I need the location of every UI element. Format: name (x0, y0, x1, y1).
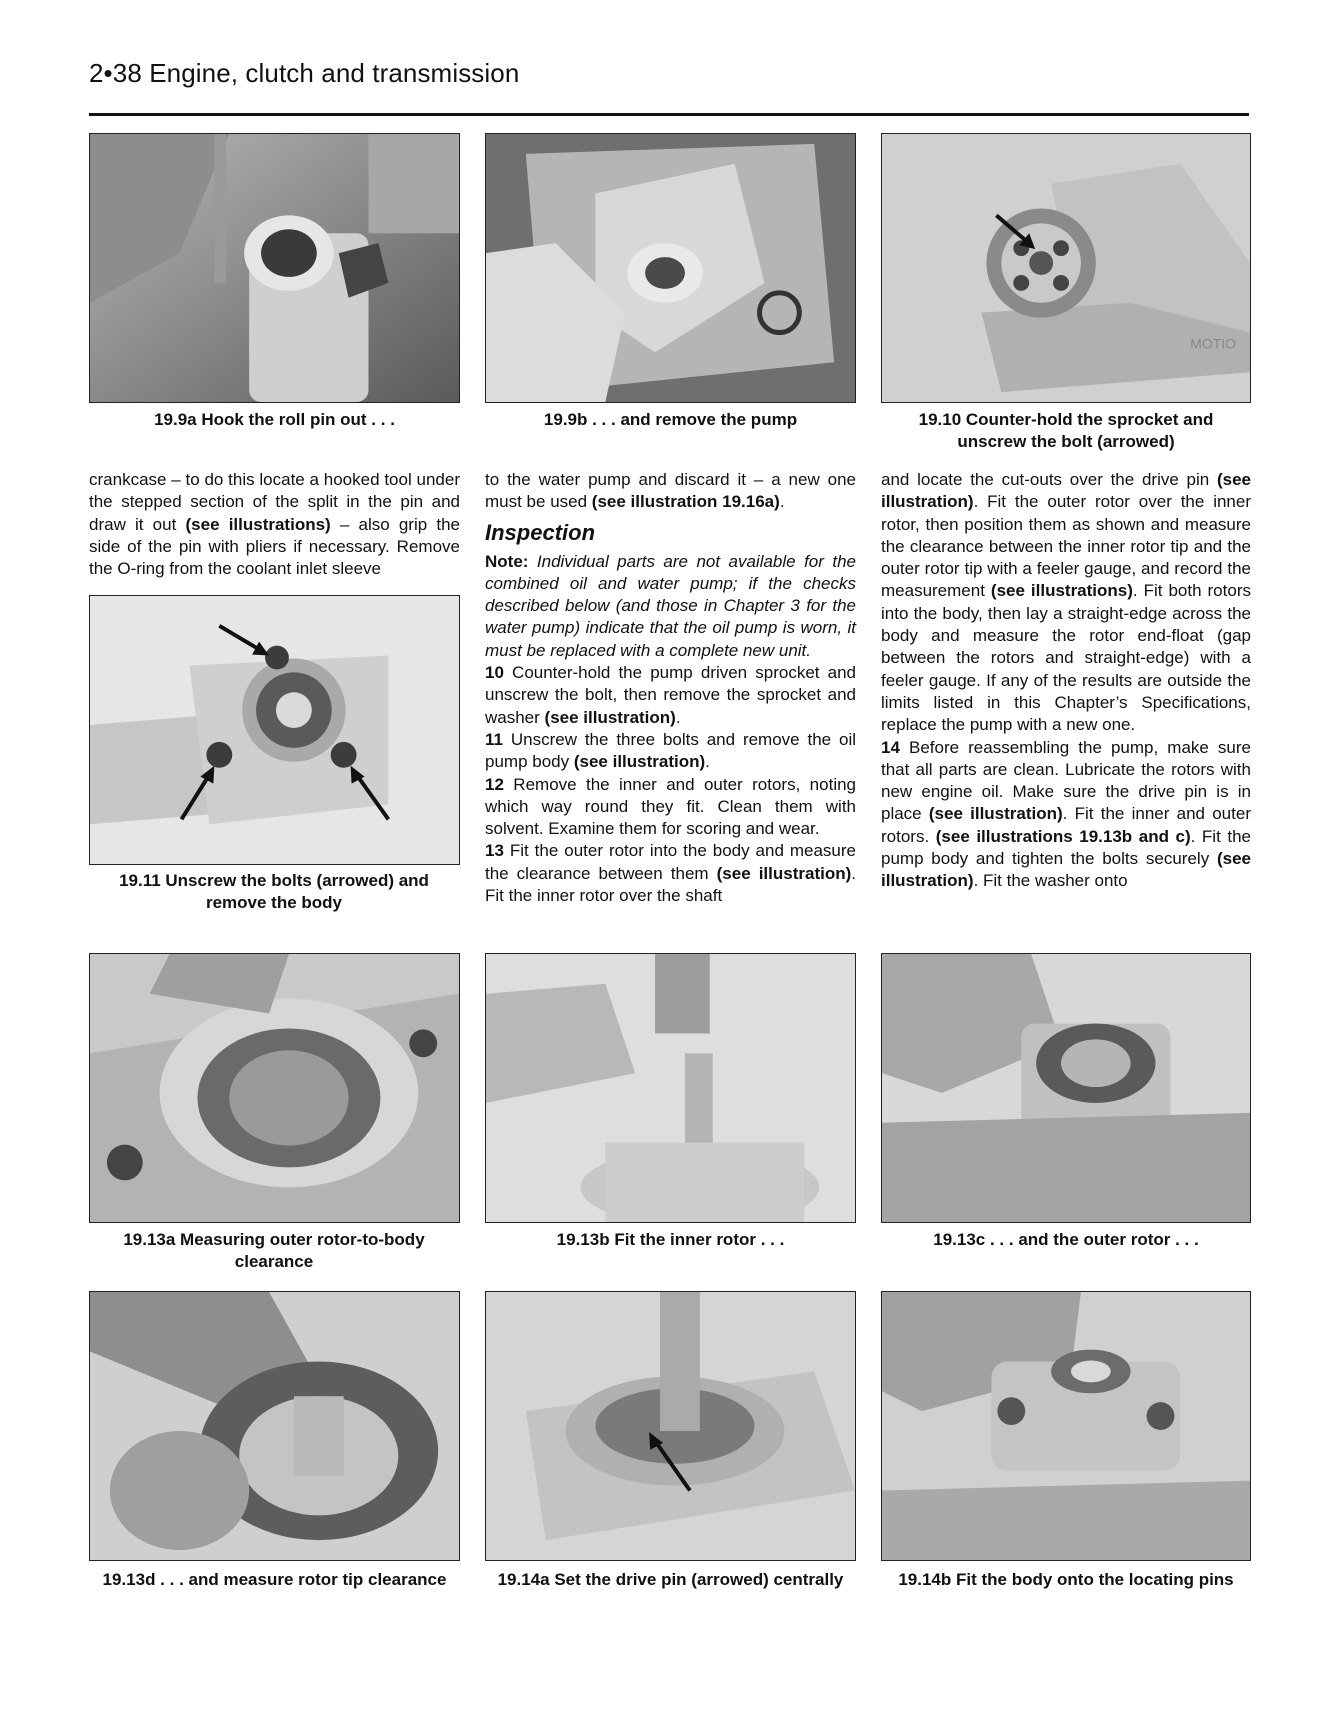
cross-reference: (see illustration 19.16a) (591, 492, 780, 512)
caption-19-10: 19.10 Counter-hold the sprocket and unscrew the bolt (arrowed) (918, 410, 1214, 451)
text-run: Counter-hold the pump driven sprocket and unscrew the bolt, then remove the sprocket and washer (485, 663, 856, 727)
text-column-1 (89, 469, 460, 580)
text-run: – also grip the side of the pin with pliers if necessary. Remove the O-ring from the coolant inlet sleeve (89, 514, 460, 579)
cross-reference: (see illustrations) (990, 581, 1133, 601)
caption-19-9b: 19.9b . . . and remove the pump (543, 410, 798, 429)
step-11 (485, 729, 856, 774)
step-14 (881, 737, 1251, 893)
text-run: . Fit the inner and outer rotors. (881, 804, 1251, 846)
photo-19-9b (485, 133, 856, 403)
photo-19-13b (485, 953, 856, 1223)
step-13 (485, 840, 856, 907)
photo-19-10 (881, 133, 1251, 403)
paragraph (881, 469, 1251, 737)
photo-19-14b (881, 1291, 1251, 1561)
cross-reference: (see illustration) (928, 804, 1063, 824)
photo-19-13c (881, 953, 1251, 1223)
cross-reference: (see illustration) (573, 752, 706, 772)
caption-19-13a: 19.13a Measuring outer rotor-to-body clearance (123, 1230, 425, 1271)
step-number: 13 (485, 841, 504, 861)
photo-19-14a (485, 1291, 856, 1561)
photo-19-13d (89, 1291, 460, 1561)
text-run: . Fit the pump body and tighten the bolts securely (881, 826, 1252, 869)
caption-19-13b: 19.13b Fit the inner rotor . . . (556, 1230, 785, 1249)
note-label: Note: (485, 551, 529, 571)
photo-19-11 (89, 595, 460, 865)
cross-reference: (see illustration) (716, 863, 852, 883)
text-run: . (675, 707, 681, 727)
step-number: 10 (485, 663, 504, 683)
text-run: . (705, 752, 710, 772)
text-run: crankcase – to do this locate a hooked tool under the stepped section of the split in the pin and draw it out (89, 470, 460, 534)
note-paragraph (485, 551, 856, 662)
step-number: 11 (485, 729, 503, 749)
page-header (89, 58, 1249, 118)
photo-19-9a (89, 133, 460, 403)
section-heading-inspection: Inspection (485, 519, 596, 545)
cross-reference: (see illustrations) (185, 514, 331, 534)
cross-reference: (see illustration) (881, 849, 1251, 891)
text-run: to the water pump and discard it – a new one must be used (485, 470, 856, 512)
page-title: 2•38 Engine, clutch and transmission (89, 58, 520, 88)
caption-19-14a: 19.14a Set the drive pin (arrowed) centrally (497, 1570, 844, 1589)
text-run: . Fit the outer rotor over the inner rotor, then position them as shown and measure the clearance between the inner rotor tip and the outer rotor tip with a feeler gauge, and record the measurement (881, 492, 1251, 601)
text-column-2 (485, 469, 856, 907)
step-number: 14 (881, 737, 900, 757)
text-run: . Fit the washer onto (973, 871, 1128, 891)
text-column-3 (881, 469, 1251, 893)
header-rule (89, 113, 1249, 116)
text-run: Fit the outer rotor into the body and measure the clearance between them (485, 841, 856, 883)
cross-reference: (see illustration) (544, 707, 676, 727)
caption-19-13c: 19.13c . . . and the outer rotor . . . (933, 1230, 1199, 1249)
motion-label: MOTIO (1190, 335, 1236, 352)
paragraph (485, 469, 856, 514)
paragraph (89, 469, 460, 580)
caption-19-14b: 19.14b Fit the body onto the locating pins (898, 1570, 1234, 1589)
cross-reference: (see illustrations 19.13b and c) (935, 826, 1191, 846)
caption-19-11: 19.11 Unscrew the bolts (arrowed) and remove the body (119, 871, 429, 912)
step-12 (485, 774, 856, 841)
text-run: . Fit the inner rotor over the shaft (485, 863, 856, 906)
photo-19-13a (89, 953, 460, 1223)
text-run: . Fit both rotors into the body, then lay a straight-edge across the body and measure the rotor end-float (gap between the rotors and straight-edge) with a feeler gauge. If any of the results are outside the limits listed in this Chapter’s Specifications, replace the pump with a new one. (881, 581, 1251, 735)
cross-reference: (see illustration) (881, 470, 1251, 512)
text-run: Remove the inner and outer rotors, noting which way round they fit. Clean them with solvent. Examine them for scoring and wear. (485, 774, 856, 839)
step-10 (485, 662, 856, 729)
text-run: Unscrew the three bolts and remove the oil pump body (485, 729, 856, 772)
caption-19-13d: 19.13d . . . and measure rotor tip clearance (102, 1570, 447, 1589)
text-run: and locate the cut-outs over the drive pin (881, 470, 1217, 489)
step-number: 12 (485, 774, 504, 794)
note-text: Individual parts are not available for the combined oil and water pump; if the checks described below (and those in Chapter 3 for the water pump) indicate that the oil pump is worn, it must be replaced with a complete new unit. (485, 551, 856, 660)
text-run: Before reassembling the pump, make sure that all parts are clean. Lubricate the rotors with new engine oil. Make sure the drive pin is in place (881, 737, 1251, 824)
text-run: . (779, 492, 785, 512)
caption-19-9a: 19.9a Hook the roll pin out . . . (154, 410, 395, 429)
